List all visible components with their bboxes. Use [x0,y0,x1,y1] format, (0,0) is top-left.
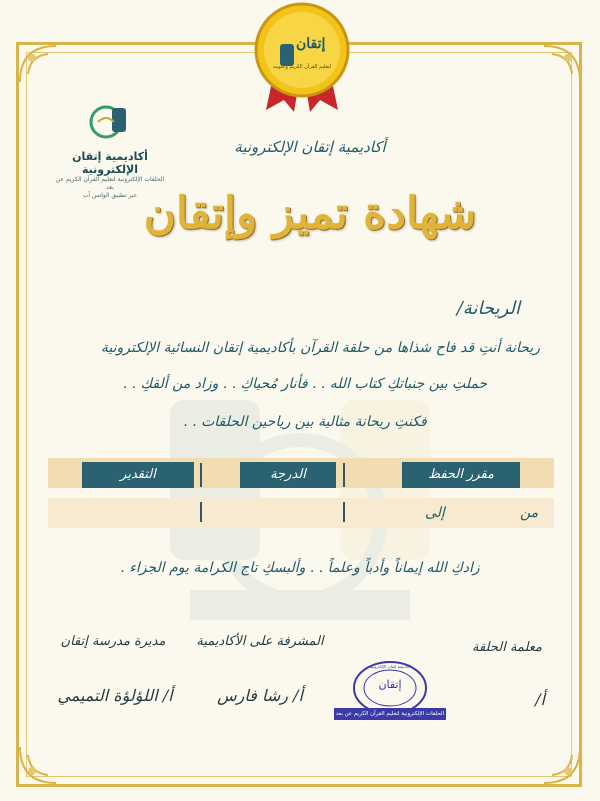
supervisor-label: المشرفة على الأكاديمية [196,634,324,649]
stamp-ring-text: أكاديمية إتقان الإلكترونية [369,664,411,669]
corner-ornament-top-left [18,44,88,84]
table-divider [343,502,345,522]
table-divider [200,463,202,487]
corner-ornament-top-right [512,44,582,84]
stamp-banner: الحلقات الإلكترونية لتعليم القرآن الكريم عن بعد [335,711,445,717]
header-grade: الدرجة [240,462,336,488]
header-memorization: مقرر الحفظ [402,462,520,488]
recipient-line: الريحانة/ [456,298,520,319]
stamp-inner-text: إتقان [378,678,402,691]
table-values-strip [48,498,554,528]
academy-logo-icon [88,100,132,144]
academy-stamp [330,660,450,724]
medal-badge-text: إتقان [296,36,326,52]
academy-logo [55,100,165,199]
table-divider [200,502,202,522]
director-label: مديرة مدرسة إتقان [60,634,166,649]
body-line-2: حملتِ بين جنباتكِ كتاب الله . . فأنار مُحياكِ . . وزاد من ألقكِ . . [122,376,488,392]
closing-prayer: زادكِ الله إيماناً وأدباً وعلماً . . وألبسكِ تاج الكرامة يوم الجزاء . [120,560,480,576]
director-name: أ/ اللؤلؤة التميمي [57,686,173,705]
medal-caption: لتعليم القرآن الكريم وعلومه [272,64,332,70]
table-divider [343,463,345,487]
corner-ornament-bottom-right [512,745,582,785]
body-line-1: ريحانة أنتِ قد فاح شذاها من حلقة القرآن بأكاديمية إتقان النسائية الإلكترونية [100,340,540,356]
certificate-title: شهادة تميز وإتقان [143,188,477,239]
teacher-name: أ/ [535,690,545,709]
body-line-3: فكنتِ ريحانة مثالية بين رياحين الحلقات . . [183,414,427,430]
academy-heading: أكاديمية إتقان الإلكترونية [234,138,386,156]
header-rating: التقدير [82,462,194,488]
supervisor-name: أ/ رشا فارس [217,686,303,705]
to-label: إلى [425,505,445,521]
teacher-label: معلمة الحلقة [472,640,542,655]
corner-ornament-bottom-left [18,745,88,785]
from-label: من [520,505,539,521]
logo-subtitle: الحلقات الإلكترونية لتعليم القرآن الكريم عن بعد [55,176,165,191]
gold-medal [252,2,352,102]
logo-tagline: عبر تطبيق الواتس آب [82,192,138,199]
logo-title: أكاديمية إتقان الإلكترونية [72,150,148,176]
